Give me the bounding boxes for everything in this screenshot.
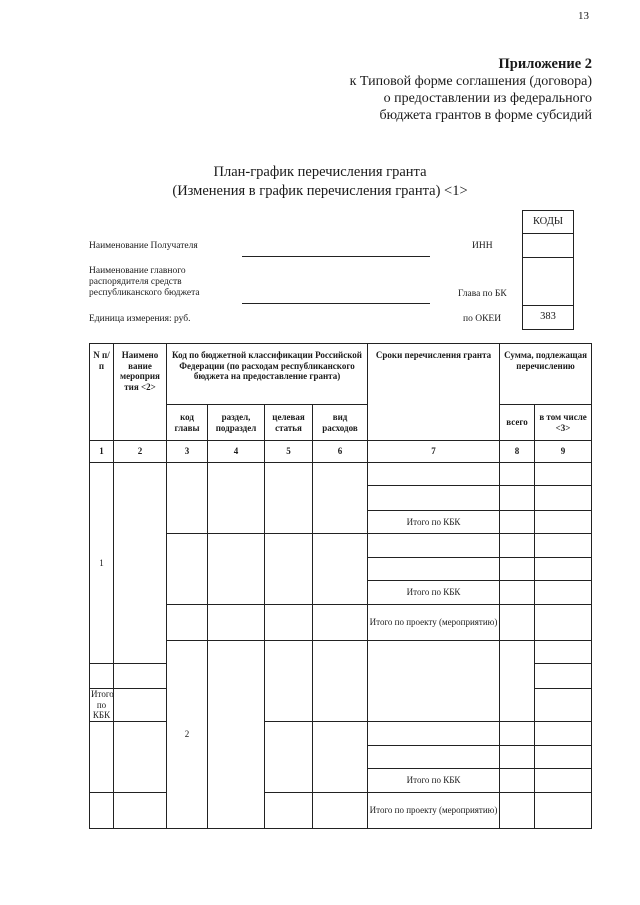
sum-total-cell[interactable] <box>500 721 535 745</box>
appendix-line: бюджета грантов в форме субсидий <box>379 108 592 123</box>
term-cell[interactable] <box>368 745 500 768</box>
kbk-expense-cell[interactable] <box>313 534 368 605</box>
row-num-1: 1 <box>90 463 114 664</box>
sum-incl-cell[interactable] <box>535 581 592 605</box>
okei-label: по ОКЕИ <box>463 314 502 324</box>
grant-schedule-table <box>89 343 592 829</box>
header-target: целевая статья <box>265 405 313 441</box>
title-line-1: План-график перечисления гранта <box>213 164 427 180</box>
inn-code-cell[interactable] <box>522 234 574 258</box>
kbk-chapter-cell[interactable] <box>90 721 114 792</box>
sum-incl-cell[interactable] <box>535 664 592 689</box>
manager-field[interactable] <box>242 303 430 304</box>
kbk-target-cell[interactable] <box>265 792 313 828</box>
kbk-target-cell[interactable] <box>265 721 313 792</box>
col-num-4: 4 <box>208 441 265 463</box>
sum-total-cell[interactable] <box>500 486 535 511</box>
kbk-expense-cell[interactable] <box>313 605 368 641</box>
inn-label: ИНН <box>472 241 493 251</box>
header-code: Код по бюджетной классификации Российской Федерации (по расходам республиканского бюджета на предоставление гранта) <box>167 344 368 405</box>
header-name: Наимено вание мероприя тия <2> <box>114 344 167 441</box>
sum-incl-cell[interactable] <box>535 792 592 828</box>
kbk-section-cell[interactable] <box>208 605 265 641</box>
appendix-header <box>192 56 592 124</box>
term-cell[interactable] <box>368 558 500 581</box>
kbk-section-cell[interactable] <box>313 641 368 722</box>
kbk-target-cell[interactable] <box>265 605 313 641</box>
manager-label-line: республиканского бюджета <box>89 288 200 298</box>
sum-total-cell[interactable] <box>114 689 167 722</box>
header-num: N п/п <box>90 344 114 441</box>
sum-total-cell[interactable] <box>500 581 535 605</box>
sum-total-cell[interactable] <box>500 534 535 558</box>
col-num-6: 6 <box>313 441 368 463</box>
kbk-target-cell[interactable] <box>265 534 313 605</box>
sum-incl-cell[interactable] <box>535 463 592 486</box>
sum-total-cell[interactable] <box>500 463 535 486</box>
recipient-field[interactable] <box>242 256 430 257</box>
kbk-expense-cell[interactable] <box>313 792 368 828</box>
total-project-label: Итого по проекту (мероприятию) <box>368 605 500 641</box>
codes-header: КОДЫ <box>522 210 574 234</box>
okei-code-cell: 383 <box>522 306 574 330</box>
kbk-target-cell[interactable] <box>368 641 500 722</box>
sum-incl-cell[interactable] <box>535 511 592 534</box>
sum-total-cell[interactable] <box>500 768 535 792</box>
title-line-2: (Изменения в график перечисления гранта) <1> <box>172 183 468 199</box>
col-num-9: 9 <box>535 441 592 463</box>
header-section: раздел, подраздел <box>208 405 265 441</box>
kbk-section-cell[interactable] <box>114 721 167 792</box>
header-terms: Сроки перечисления гранта <box>368 344 500 441</box>
col-num-7: 7 <box>368 441 500 463</box>
term-cell[interactable] <box>368 721 500 745</box>
kbk-chapter-cell[interactable] <box>167 534 208 605</box>
col-num-3: 3 <box>167 441 208 463</box>
unit-label: Единица измерения: руб. <box>89 314 191 324</box>
total-project-label: Итого по проекту (мероприятию) <box>368 792 500 828</box>
header-total: всего <box>500 405 535 441</box>
sum-total-cell[interactable] <box>500 558 535 581</box>
document-title <box>0 163 640 201</box>
manager-label <box>89 266 200 299</box>
sum-incl-cell[interactable] <box>535 486 592 511</box>
col-num-2: 2 <box>114 441 167 463</box>
kbk-chapter-cell[interactable] <box>167 605 208 641</box>
sum-incl-cell[interactable] <box>535 558 592 581</box>
kbk-expense-cell[interactable] <box>313 463 368 534</box>
sum-total-cell[interactable] <box>500 511 535 534</box>
appendix-line: к Типовой форме соглашения (договора) <box>349 74 592 89</box>
sum-incl-cell[interactable] <box>535 768 592 792</box>
kbk-chapter-cell[interactable] <box>90 792 114 828</box>
kbk-expense-cell[interactable] <box>500 641 535 722</box>
sum-total-cell[interactable] <box>114 664 167 689</box>
recipient-label: Наименование Получателя <box>89 241 198 251</box>
subtotal-kbk-label: Итого по КБК <box>368 581 500 605</box>
sum-total-cell[interactable] <box>500 745 535 768</box>
kbk-section-cell[interactable] <box>114 792 167 828</box>
sum-total-cell[interactable] <box>500 792 535 828</box>
kbk-chapter-cell[interactable] <box>167 463 208 534</box>
subtotal-kbk-label: Итого по КБК <box>368 768 500 792</box>
sum-incl-cell[interactable] <box>535 745 592 768</box>
header-chapter: код главы <box>167 405 208 441</box>
row-num-2: 2 <box>167 641 208 829</box>
header-incl: в том числе <3> <box>535 405 592 441</box>
sum-incl-cell[interactable] <box>535 534 592 558</box>
kbk-target-cell[interactable] <box>265 463 313 534</box>
kbk-section-cell[interactable] <box>208 463 265 534</box>
term-cell[interactable] <box>368 463 500 486</box>
term-cell[interactable] <box>535 641 592 664</box>
appendix-line: о предоставлении из федерального <box>383 91 592 106</box>
term-cell[interactable] <box>90 664 114 689</box>
sum-incl-cell[interactable] <box>535 721 592 745</box>
page-number: 13 <box>578 10 589 22</box>
sum-incl-cell[interactable] <box>535 689 592 722</box>
subtotal-kbk-label: Итого по КБК <box>368 511 500 534</box>
subtotal-kbk-label: Итого по КБК <box>91 689 114 720</box>
chapter-code-cell[interactable] <box>522 258 574 306</box>
term-cell[interactable] <box>368 486 500 511</box>
manager-label-line: Наименование главного <box>89 266 186 276</box>
activity-name-cell[interactable] <box>208 641 265 829</box>
col-num-1: 1 <box>90 441 114 463</box>
col-num-5: 5 <box>265 441 313 463</box>
col-num-8: 8 <box>500 441 535 463</box>
kbk-expense-cell[interactable] <box>313 721 368 792</box>
kbk-chapter-cell[interactable] <box>265 641 313 722</box>
codes-box <box>522 210 574 330</box>
term-cell[interactable] <box>368 534 500 558</box>
kbk-section-cell[interactable] <box>208 534 265 605</box>
manager-label-line: распорядителя средств <box>89 277 182 287</box>
header-expense: вид расходов <box>313 405 368 441</box>
appendix-title: Приложение 2 <box>498 56 592 72</box>
header-sum: Сумма, подлежащая перечислению <box>500 344 592 405</box>
sum-incl-cell[interactable] <box>535 605 592 641</box>
sum-total-cell[interactable] <box>500 605 535 641</box>
activity-name-cell[interactable] <box>114 463 167 664</box>
chapter-label: Глава по БК <box>458 289 507 299</box>
